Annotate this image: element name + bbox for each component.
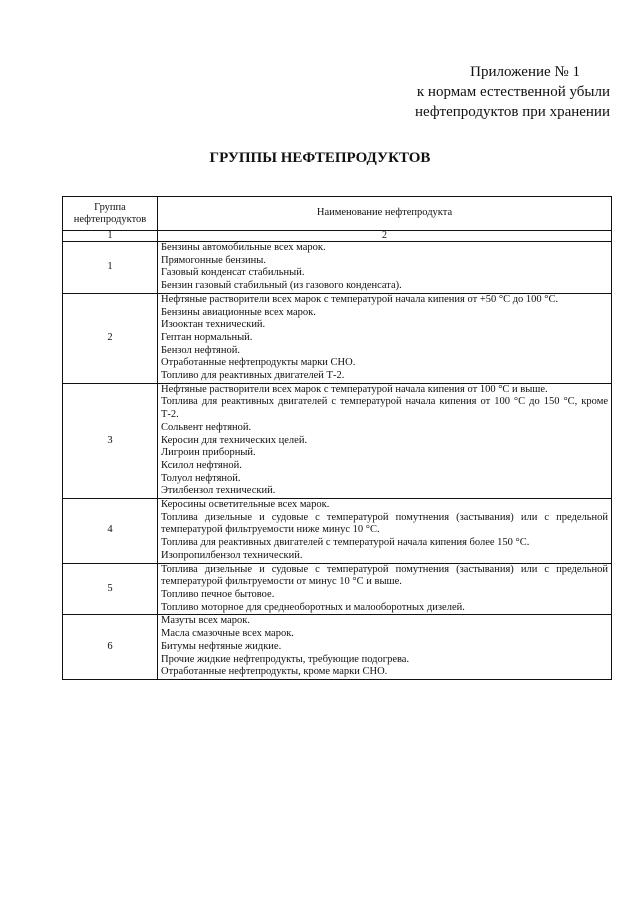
table-row xyxy=(63,242,612,294)
group-number: 4 xyxy=(63,499,158,564)
header-name-column: Наименование нефтепродукта xyxy=(158,197,612,231)
product-item: Бензины автомобильные всех марок. xyxy=(161,242,326,253)
product-item: Битумы нефтяные жидкие. xyxy=(161,640,282,652)
product-item: Сольвент нефтяной. xyxy=(161,421,252,433)
product-item: Мазуты всех марок. xyxy=(161,615,250,627)
product-item: Газовый конденсат стабильный. xyxy=(161,267,305,279)
product-item: Топливо для реактивных двигателей Т-2. xyxy=(161,370,345,382)
product-item: Нефтяные растворители всех марок с температурой начала кипения от 100 °С и выше. xyxy=(161,383,548,395)
appendix-line-1: Приложение № 1 xyxy=(470,64,580,80)
product-item: Лигроин приборный. xyxy=(161,447,256,459)
group-number: 6 xyxy=(63,615,158,680)
product-item: Прямогонные бензины. xyxy=(161,254,266,266)
table-row xyxy=(63,615,612,680)
table-row xyxy=(63,499,612,564)
product-item: Изооктан технический. xyxy=(161,319,266,331)
group-products xyxy=(158,383,612,498)
product-item: Нефтяные растворители всех марок с температурой начала кипения от +50 °С до 100 °С. xyxy=(161,293,559,305)
group-products xyxy=(158,499,612,564)
group-number: 5 xyxy=(63,563,158,615)
product-item: Топлива для реактивных двигателей с температурой начала кипения более 150 °С. xyxy=(161,537,530,549)
group-products xyxy=(158,615,612,680)
column-number-2: 2 xyxy=(158,231,612,242)
table-header-row xyxy=(63,197,612,231)
product-item: Масла смазочные всех марок. xyxy=(161,628,294,640)
group-products xyxy=(158,293,612,383)
group-number: 1 xyxy=(63,242,158,294)
product-item: Гептан нормальный. xyxy=(161,331,253,343)
group-number: 2 xyxy=(63,293,158,383)
product-item: Топлива дизельные и судовые с температурой помутнения (застывания) или с предельной температурой фильтруемости от минус 10 °С и выше. xyxy=(161,563,608,588)
table-row xyxy=(63,293,612,383)
table-row xyxy=(63,383,612,498)
product-item: Прочие жидкие нефтепродукты, требующие подогрева. xyxy=(161,653,410,665)
product-item: Этилбензол технический. xyxy=(161,485,276,497)
document-title: ГРУППЫ НЕФТЕПРОДУКТОВ xyxy=(209,150,431,166)
product-item: Топлива дизельные и судовые с температурой помутнения (застывания) или с предельной температурой фильтруемости ниже минус 10 °С. xyxy=(161,511,608,536)
table-body xyxy=(63,242,612,680)
product-groups-table xyxy=(62,196,612,680)
product-item: Изопропилбензол технический. xyxy=(161,549,303,561)
product-item: Ксилол нефтяной. xyxy=(161,459,242,471)
column-number-row xyxy=(63,231,612,242)
group-number: 3 xyxy=(63,383,158,498)
product-item: Отработанные нефтепродукты, кроме марки СНО. xyxy=(161,666,388,678)
product-item: Бензол нефтяной. xyxy=(161,344,240,356)
appendix-block xyxy=(380,62,610,122)
header-group-column: Группа нефтепродуктов xyxy=(63,197,158,231)
appendix-line-3: нефтепродуктов при хранении xyxy=(414,104,610,120)
product-item: Топливо печное бытовое. xyxy=(161,588,275,600)
product-item: Топлива для реактивных двигателей с температурой начала кипения от 100 °С до 150 °С, кроме Т-2. xyxy=(161,396,608,421)
product-item: Бензины авиационные всех марок. xyxy=(161,306,316,318)
product-item: Толуол нефтяной. xyxy=(161,472,241,484)
product-item: Топливо моторное для среднеоборотных и малооборотных дизелей. xyxy=(161,601,465,613)
column-number-1: 1 xyxy=(63,231,158,242)
group-products xyxy=(158,242,612,294)
product-item: Бензин газовый стабильный (из газового конденсата). xyxy=(161,280,402,292)
appendix-line-2: к нормам естественной убыли xyxy=(416,84,610,100)
table-row xyxy=(63,563,612,615)
product-item: Керосины осветительные всех марок. xyxy=(161,499,330,511)
product-item: Отработанные нефтепродукты марки СНО. xyxy=(161,357,356,369)
product-item: Керосин для технических целей. xyxy=(161,434,308,446)
group-products xyxy=(158,563,612,615)
